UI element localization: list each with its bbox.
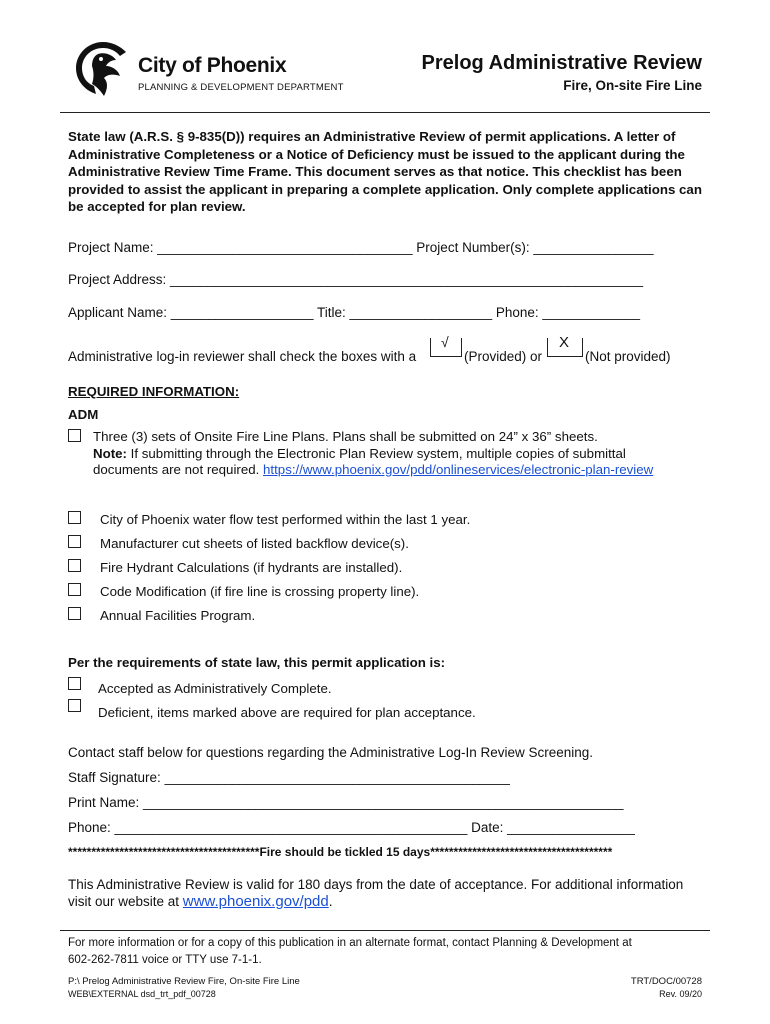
item-cut-sheets: Manufacturer cut sheets of listed backflow device(s). — [100, 536, 409, 551]
required-heading: REQUIRED INFORMATION: — [68, 384, 240, 399]
checkbox-water-flow[interactable] — [68, 511, 81, 524]
electronic-review-link[interactable]: https://www.phoenix.gov/pdd/onlineservices/electronic-plan-review — [263, 462, 654, 477]
footer-web-ref: WEB\EXTERNAL dsd_trt_pdf_00728 — [68, 989, 216, 999]
footer-info-2: 602-262-7811 voice or TTY use 7-1-1. — [68, 954, 262, 966]
reviewer-instruction: Administrative log-in reviewer shall check the boxes with a — [68, 349, 417, 364]
checkbox-accepted[interactable] — [68, 677, 81, 690]
note-label: Note: — [93, 446, 127, 461]
check-mark-icon: √ — [441, 334, 449, 350]
validity-text: This Administrative Review is valid for 180 days from the date of acceptance. For additional information — [68, 877, 684, 892]
project-name-field[interactable]: Project Name: __________________________________ Project Number(s): ________________ — [68, 240, 654, 255]
print-name-field[interactable]: Print Name: ________________________________________________________________ — [68, 795, 624, 810]
checkbox-code-mod[interactable] — [68, 583, 81, 596]
item-annual-facilities: Annual Facilities Program. — [100, 608, 256, 623]
applicant-field[interactable]: Applicant Name: ___________________ Title: ___________________ Phone: _____________ — [68, 305, 641, 320]
phoenix-bird-logo — [68, 38, 138, 100]
provided-label: (Provided) or — [464, 349, 543, 364]
contact-intro: Contact staff below for questions regarding the Administrative Log-In Review Screening. — [68, 745, 594, 760]
checkbox-cut-sheets[interactable] — [68, 535, 81, 548]
item-onsite-plans: Three (3) sets of Onsite Fire Line Plans. Plans shall be submitted on 24” x 36” sheets. — [93, 429, 598, 444]
phone-date-field[interactable]: Phone: _______________________________________________ Date: _________________ — [68, 820, 635, 835]
item-code-mod: Code Modification (if fire line is crossing property line). — [100, 584, 420, 599]
footer-doc-id: TRT/DOC/00728 — [630, 976, 702, 987]
pdd-website-link[interactable]: www.phoenix.gov/pdd — [182, 893, 329, 910]
intro-paragraph: State law (A.R.S. § 9-835(D)) requires an Administrative Review of permit applications. A letter of Administrative Completeness or a Notice of Deficiency must be issued to the applicant during the Administrative Review Time Frame. This document serves as that notice. This checklist has been provided to assist the applicant in preparing a complete application. Only complete applications can be accepted for plan review. — [68, 129, 702, 214]
status-heading: Per the requirements of state law, this permit application is: — [68, 655, 446, 670]
status-accepted: Accepted as Administratively Complete. — [98, 681, 332, 696]
page-subtitle: Fire, On-site Fire Line — [563, 78, 702, 93]
project-address-field[interactable]: Project Address: _______________________________________________________________ — [68, 272, 644, 287]
staff-signature-field[interactable]: Staff Signature: ______________________________________________ — [68, 770, 510, 785]
checkbox-onsite-plans[interactable] — [68, 429, 81, 442]
checkbox-deficient[interactable] — [68, 699, 81, 712]
item-hydrant-calcs: Fire Hydrant Calculations (if hydrants are installed). — [100, 560, 403, 575]
note-text-2: documents are not required. — [93, 462, 264, 477]
note-line — [93, 446, 626, 461]
page-title: Prelog Administrative Review — [421, 52, 702, 74]
brand-department: PLANNING & DEVELOPMENT DEPARTMENT — [138, 82, 344, 93]
validity-period: . — [328, 894, 333, 909]
checkbox-hydrant-calcs[interactable] — [68, 559, 81, 572]
footer-info: For more information or for a copy of this publication in an alternate format, contact Planning & Development at — [68, 937, 632, 949]
footer-revision: Rev. 09/20 — [659, 989, 702, 999]
note-text: If submitting through the Electronic Plan Review system, multiple copies of submittal — [126, 446, 626, 461]
note-line-2 — [93, 462, 653, 477]
status-deficient: Deficient, items marked above are required for plan acceptance. — [98, 705, 476, 720]
brand-city: City of Phoenix — [138, 54, 287, 77]
validity-line-2 — [68, 893, 333, 910]
validity-prefix: visit our website at — [68, 894, 183, 909]
footer-path: P:\ Prelog Administrative Review Fire, On-site Fire Line — [68, 976, 300, 987]
item-water-flow: City of Phoenix water flow test performed within the last 1 year. — [100, 512, 471, 527]
footer-divider — [60, 930, 710, 931]
not-provided-legend-box — [547, 334, 583, 357]
header-divider — [60, 112, 710, 113]
checkbox-annual-facilities[interactable] — [68, 607, 81, 620]
provided-legend-box — [430, 334, 462, 357]
adm-section-label: ADM — [68, 407, 99, 422]
tickle-notice: *****************************************Fire should be tickled 15 days*************************************** — [68, 845, 613, 859]
x-mark-icon: X — [559, 334, 570, 351]
not-provided-label: (Not provided) — [585, 349, 671, 364]
